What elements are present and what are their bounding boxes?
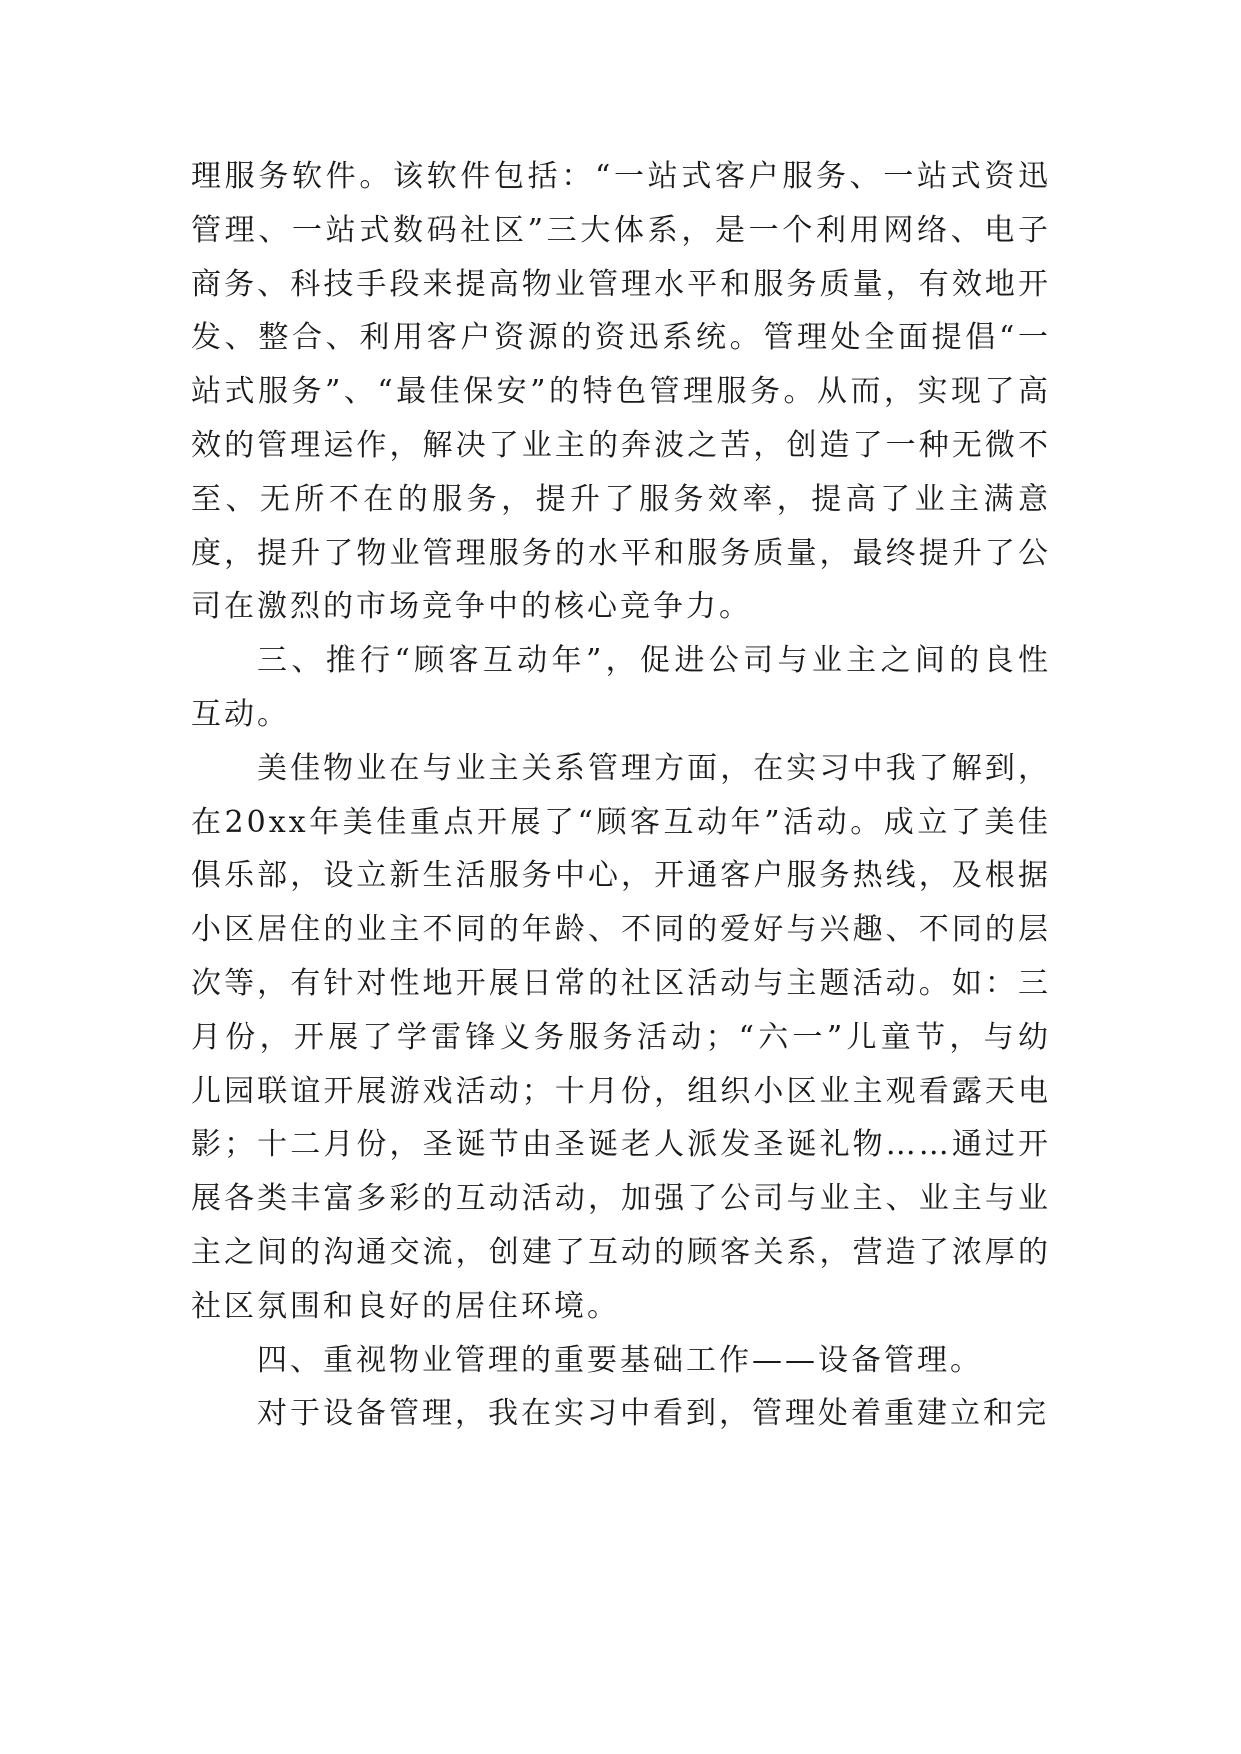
heading-customer-interaction-year: 三、推行“顾客互动年”，促进公司与业主之间的良性互动。 [191,643,1051,732]
paragraph-equipment-management: 对于设备管理，我在实习中看到，管理处着重建立和完 [257,1396,1049,1432]
document-body [191,150,1051,1441]
heading-equipment-management: 四、重视物业管理的重要基础工作——设备管理。 [257,1342,983,1378]
paragraph-customer-interaction-activities: 美佳物业在与业主关系管理方面，在实习中我了解到，在20xx年美佳重点开展了“顾客互动年”活动。成立了美佳俱乐部，设立新生活服务中心，开通客户服务热线，及根据小区居住的业主不同的年龄、不同的爱好与兴趣、不同的层次等，有针对性地开展日常的社区活动与主题活动。如：三月份，开展了学雷锋义务服务活动；“六一”儿童节，与幼儿园联谊开展游戏活动；十月份，组织小区业主观看露天电影；十二月份，圣诞节由圣诞老人派发圣诞礼物……通过开展各类丰富多彩的互动活动，加强了公司与业主、业主与业主之间的沟通交流，创建了互动的顾客关系，营造了浓厚的社区氛围和良好的居住环境。 [191,750,1051,1324]
paragraph-software-system: 理服务软件。该软件包括：“一站式客户服务、一站式资迅管理、一站式数码社区”三大体系，是一个利用网络、电子商务、科技手段来提高物业管理水平和服务质量，有效地开发、整合、利用客户资源的资迅系统。管理处全面提倡“一站式服务”、“最佳保安”的特色管理服务。从而，实现了高效的管理运作，解决了业主的奔波之苦，创造了一种无微不至、无所不在的服务，提升了服务效率，提高了业主满意度，提升了物业管理服务的水平和服务质量，最终提升了公司在激烈的市场竞争中的核心竞争力。 [191,159,1051,625]
